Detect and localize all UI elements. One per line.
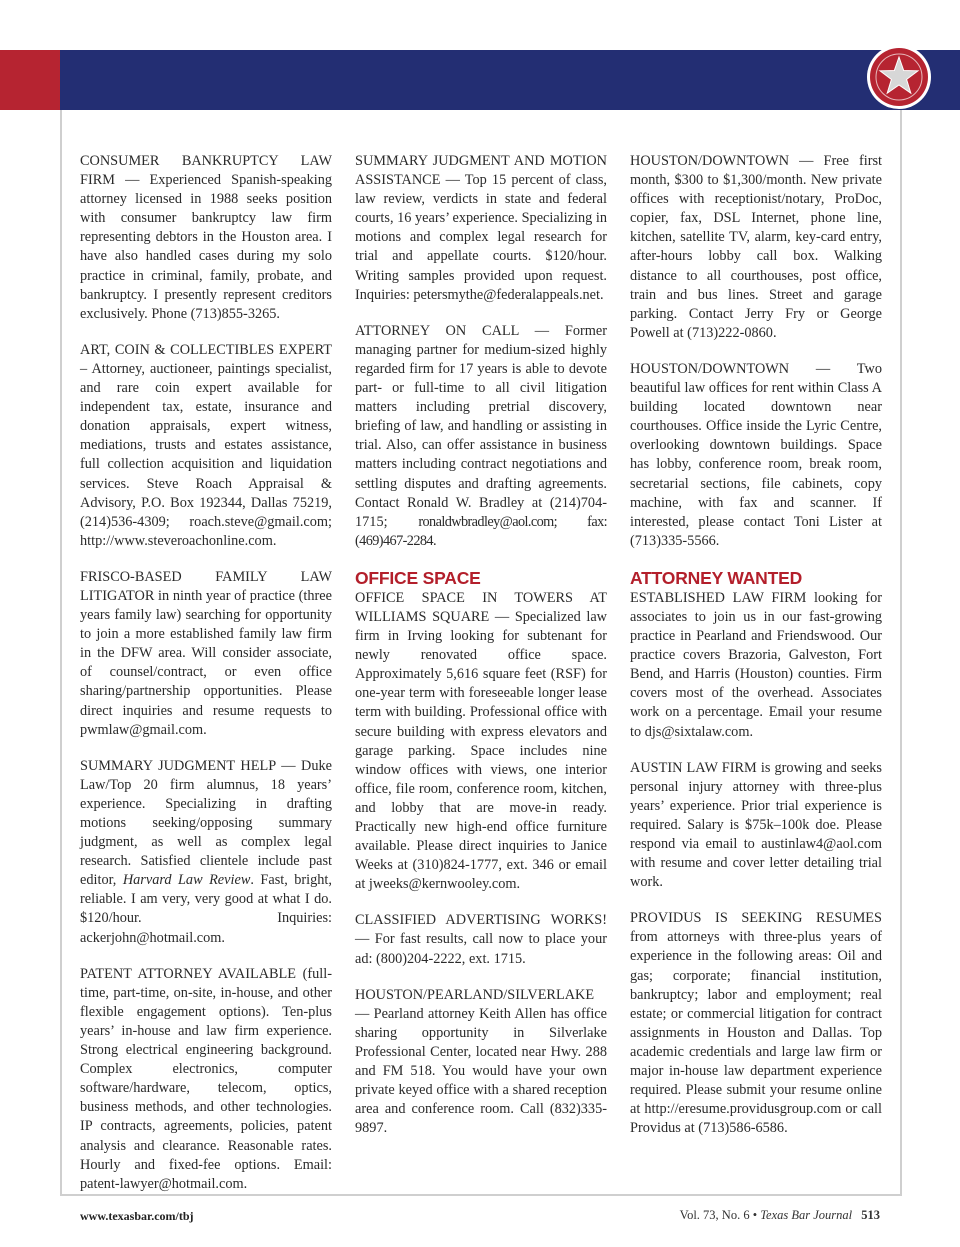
column-2 [355,152,607,1155]
ad-houston-downtown-free: HOUSTON/DOWNTOWN — Free first month, $300 to $1,300/month. New private offices with receptionist/notary, ProDoc, copier, fax, DSL Internet, phone line, kitchen, satellite TV, alarm, key-card entry, after-hours lobby call box. Walking distance to all courthouses, post office, train and bus lines. Street and garage parking. Contact Jerry Fry or George Powell at (713)222-0860. [630,153,882,341]
column-3 [630,152,882,1155]
banner-blue-bar [60,50,960,110]
ad-frisco-family-law: FRISCO-BASED FAMILY LAW LITIGATOR in ninth year of practice (three years family law) searching for opportunity to join a more established family law firm in the DFW area. Will consider associate, of counsel/contract, or even office sharing/partnership opportunities. Please direct inquiries and resume requests to pwmlaw@gmail.com. [80,568,332,738]
ad-houston-downtown-two: HOUSTON/DOWNTOWN — Two beautiful law offices for rent within Class A building located downtown near courthouses. Office inside the Lyric Centre, overlooking downtown buildings. Space has lobby, conference room, break room, secretarial sections, file cabinets, copy machine, with fax and scanner. If interested, please contact Toni Lister at (713)335-5566. [630,360,882,549]
ad-summary-help-text-a: SUMMARY JUDGMENT HELP — Duke Law/Top 20 firm alumnus, 18 years’ experience. Specializing in drafting motions seeking/opposing summary judgment, as well as complex legal research. Satisfied clientele include past editor, [80,757,332,889]
header-banner [0,50,960,110]
section-heading-office-space: OFFICE SPACE [355,567,481,588]
section-heading-attorney-wanted: ATTORNEY WANTED [630,567,803,588]
footer-journal-name: Texas Bar Journal [760,1208,853,1222]
ad-summary-judgment-motion: SUMMARY JUDGMENT AND MOTION ASSISTANCE — Top 15 percent of class, law review, verdicts in state and federal courts, 16 years’ experience. Specializing in motions and complex legal research for trial and appellate courts. $120/hour. Writing samples provided upon request. Inquiries: petersmythe@federalappeals.net. [355,153,607,303]
ad-attorney-on-call [355,322,607,551]
ad-austin-law-firm: AUSTIN LAW FIRM is growing and seeks personal injury attorney with three-plus years’ experience. Prior trial experience is required. Salary is $75k–100k doe. Please respond via email to austinlaw4@aol.com with resume and cover letter detailing trial work. [630,759,882,891]
ad-patent-attorney: PATENT ATTORNEY AVAILABLE (full-time, part-time, on-site, in-house, and other flexible engagement options). Ten-plus years’ in-house and law firm experience. Strong electrical engineering background. Complex electronics, computer software/hardware, telecom, optics, business methods, and other technologies. IP contracts, agreements, policies, patent analysis and clearance. Reasonable rates. Hourly and fixed-fee options. Email: patent-lawyer@hotmail.com. [80,965,332,1192]
ad-houston-pearland-silverlake: HOUSTON/PEARLAND/SILVERLAKE — Pearland attorney Keith Allen has office sharing opportunity in Silverlake Professional Center, located near Hwy. 288 and FM 518. You would have your own private keyed office with a shared reception area and conference room. Call (832)335-9897. [355,986,607,1137]
ad-summary-help-text-b: . Fast, bright, reliable. I am very, very good at what I do. $120/hour. Inquiries: ackerjohn@hotmail.com. [80,872,332,946]
ad-providus: PROVIDUS IS SEEKING RESUMES from attorneys with three-plus years of experience in the following areas: Oil and gas; corporate; financial institution, bankruptcy; labor and employment; real estate; or commercial litigation for contract assignments in Houston and Dallas. Top academic credentials and large law firm or major in-house law department experience required. Please submit your resume online at http://eresume.providusgroup.com or call Providus at (713)586-6586. [630,910,882,1137]
ad-attorney-on-call-text: ATTORNEY ON CALL — Former managing partner for medium-sized highly regarded firm for 17 years is able to devote part- or full-time to all civil litigation matters including pretrial discovery, briefing of law, and handling or assisting in trial. Also, can offer assistance in business matters including contract negotiations and settling disputes and drafting agreements. Contact Ronald W. Bradley at (214)704-1715; [355,322,607,530]
column-1 [80,152,332,1211]
footer-website: www.texasbar.com/tbj [80,1209,194,1223]
footer-bullet: • [752,1208,758,1222]
ad-consumer-bankruptcy: CONSUMER BANKRUPTCY LAW FIRM — Experienced Spanish-speaking attorney licensed in 1988 seeks position with consumer bankruptcy law firm representing debtors in the Houston area. I have also handled cases during my solo practice in criminal, family, probate, and bankruptcy. I presently represent creditors exclusively. Phone (713)855-3265. [80,153,332,322]
footer-issue-info [680,1208,880,1223]
ad-art-coin-collectibles: ART, COIN & COLLECTIBLES EXPERT – Attorney, auctioneer, paintings specialist, and rare coin expert available for independent tax, estate, insurance and donation appraisals, expert witness, mediations, trusts and estates assistance, full collection acquisition and liquidation services. Steve Roach Appraisal & Advisory, P.O. Box 192344, Dallas 75219, (214)536-4309; roach.steve@gmail.com; http://www.steveroachonline.com. [80,341,332,549]
ad-summary-help-italic: Harvard Law Review [122,872,251,889]
lone-star-icon [866,44,932,110]
ad-towers-williams-square: OFFICE SPACE IN TOWERS AT WILLIAMS SQUARE — Specialized law firm in Irving looking for subtenant for newly renovated office space. Approximately 5,616 square feet (RSF) for one-year term with foreseeable longer lease term with building. Professional office with secure building with express elevators and garage parking. Space includes nine window offices with views, one interior office, file room, conference room, kitchen, and lobby that are move-in ready. Practically new high-end office furniture available. Please direct inquiries to Janice Weeks at (310)824-1777, ext. 346 or email at jweeks@kernwooley.com. [355,589,607,893]
footer-page-number: 513 [861,1208,880,1222]
footer-volume: Vol. 73, No. 6 [679,1208,750,1222]
ad-established-law-firm: ESTABLISHED LAW FIRM looking for associates to join us in our fast-growing practice in Pearland and Friendswood. Our practice covers Brazoria, Galveston, Fort Bend, and Harris (Houston) counties. Firm covers most of the overhead. Associates work on a percentage. Email your resume to djs@sixtalaw.com. [630,589,882,740]
banner-red-block [0,50,60,110]
ad-summary-judgment-help [80,757,332,948]
ad-classified-advertising: CLASSIFIED ADVERTISING WORKS! — For fast results, call now to place your ad: (800)204-2222, ext. 1715. [355,912,607,967]
ad-attorney-on-call-contact: ronaldwbradley@aol.com; fax: (469)467-2284. [355,513,608,549]
